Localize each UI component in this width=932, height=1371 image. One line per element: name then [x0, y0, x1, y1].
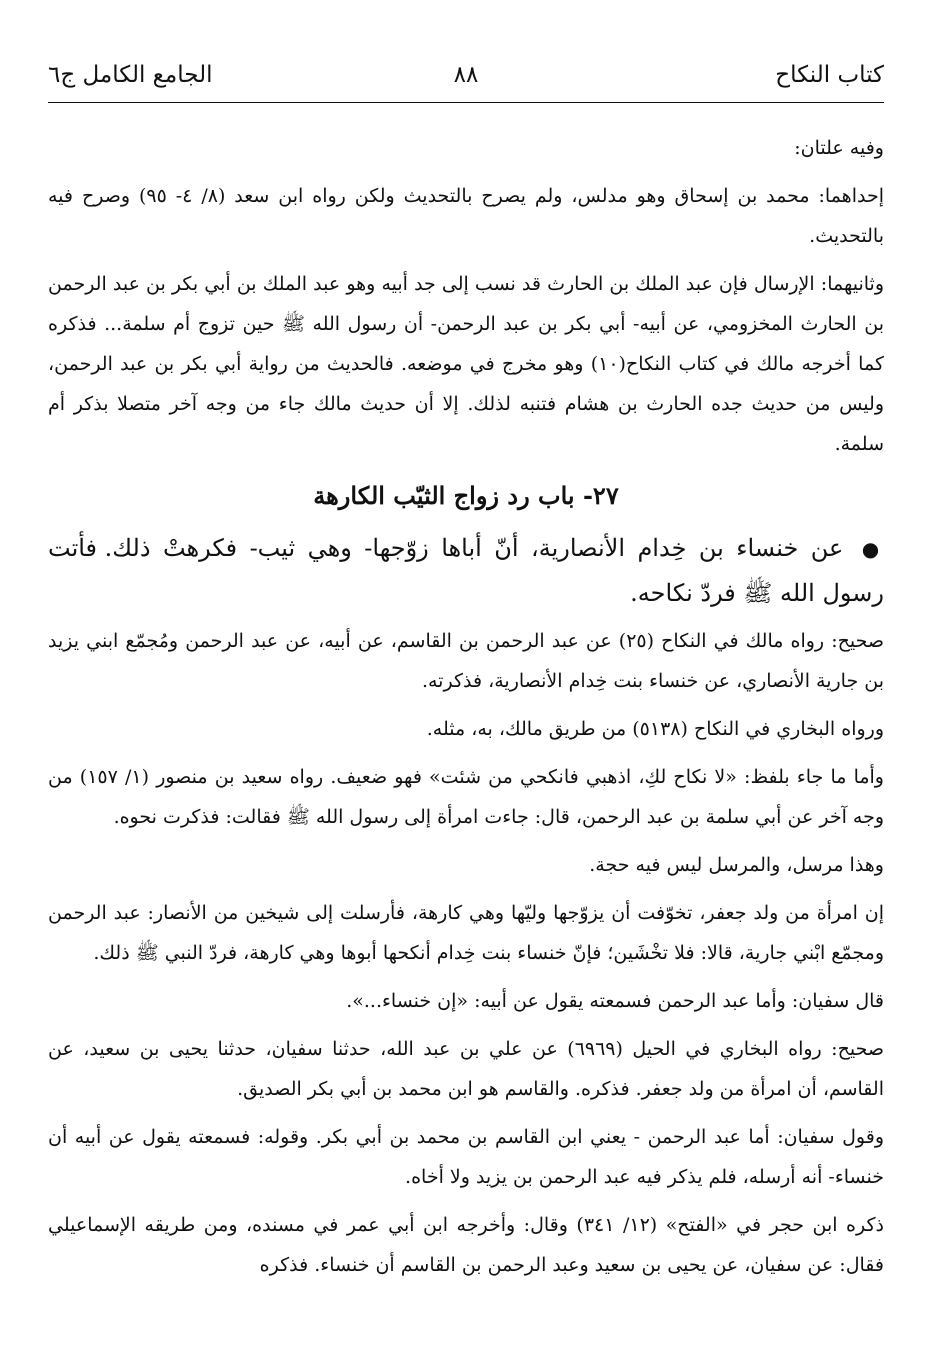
text-line: ﷺ فقالت: فذكرت نحوه. [113, 806, 310, 828]
paragraph [48, 1205, 884, 1285]
chapter-title: ٢٧- باب رد زواج الثيّب الكارهة [313, 481, 619, 510]
text-line: قال سفيان: وأما عبد الرحمن فسمعته يقول عن أبيه: «إن خنساء...». [346, 990, 884, 1012]
text-line: وهذا مرسل، والمرسل ليس فيه حجة. [589, 854, 884, 876]
text-line: منصور (١/ ١٥٧) من وجه آخر عن أبي سلمة بن عبد الرحمن، قال: جاءت امرأة إلى رسول الله [48, 766, 884, 828]
text-line: أبوها وهي كارهة، فردّ النبي ﷺ ذلك. [93, 942, 377, 964]
text-line: صحيح: رواه البخاري في الحيل (٦٩٦٩) عن علي بن عبد الله، حدثنا سفيان، حدثنا يحيى بن [139, 1038, 884, 1060]
paragraph [48, 845, 884, 885]
book-title: كتاب النكاح [775, 62, 884, 88]
text-line: بكر بن عبد الرحمن بن الحارث المخزومي، عن أبيه- أبي بكر بن عبد الرحمن- أن رسول الله ﷺ [48, 273, 884, 335]
text-line: وثانيهما: الإرسال فإن عبد الملك بن الحارث قد نسب إلى جد أبيه وهو عبد الملك بن أبي [204, 273, 884, 295]
page-number: ٨٨ [453, 62, 479, 88]
paragraph [48, 757, 884, 837]
paragraph [48, 621, 884, 701]
text-line: سعيد، عن القاسم، أن امرأة من ولد جعفر. فذكره. والقاسم هو ابن محمد بن أبي بكر الصديق. [48, 1038, 884, 1100]
text-line: إحداهما: محمد بن إسحاق وهو مدلس، ولم يصرح بالتحديث ولكن رواه ابن سعد (٨/ ٤- [175, 185, 884, 207]
text-line: وفيه علتان: [794, 137, 884, 159]
text-line: ذكره ابن حجر في «الفتح» (١٢/ ٣٤١) وقال: وأخرجه ابن أبي عمر في مسنده، ومن طريقه [144, 1214, 884, 1236]
bullet-icon: ● [861, 537, 884, 561]
paragraph [48, 176, 884, 256]
paragraph [48, 264, 884, 464]
page-content [48, 128, 884, 1285]
page-header [48, 58, 884, 103]
paragraph [48, 1029, 884, 1109]
text-line: عن أبيه أن خنساء- أنه أرسله، فلم يذكر فيه عبد الرحمن بن يزيد ولا أخاه. [48, 1126, 884, 1188]
collection-title: الجامع الكامل ج٦ [48, 62, 213, 88]
text-line: ورواه البخاري في النكاح (٥١٣٨) من طريق مالك، به، مثله. [426, 718, 884, 740]
text-line: وقول سفيان: أما عبد الرحمن - يعني ابن القاسم بن محمد بن أبي بكر. وقوله: فسمعته يقول [142, 1126, 884, 1148]
text-line: الأنصار: عبد الرحمن ومجمّع ابْني جارية، قالا: فلا تخْشَين؛ فإنّ خنساء بنت خِدام أنكحها [48, 902, 884, 964]
text-line: إلا أن حديث مالك جاء من وجه آخر متصلا بذكر أم سلمة. [48, 393, 884, 455]
paragraph [48, 1117, 884, 1197]
text-line: إن امرأة من ولد جعفر، تخوّفت أن يزوّجها وليّها وهي كارهة، فأرسلت إلى شيخين من [213, 902, 884, 924]
text-line: وأما ما جاء بلفظ: «لا نكاح لكِ، اذهبي فانكحي من شئت» فهو ضعيف. رواه سعيد بن [214, 766, 884, 788]
paragraph [48, 128, 884, 168]
text-line: صحيح: رواه مالك في النكاح (٢٥) عن عبد الرحمن بن القاسم، عن أبيه، عن عبد الرحمن [185, 630, 885, 652]
text-line: الإسماعيلي فقال: عن سفيان، عن يحيى بن سعيد وعبد الرحمن بن القاسم أن خنساء. فذكره [48, 1214, 884, 1276]
hadith-text [48, 526, 884, 615]
text-line: حين تزوج أم سلمة... فذكره كما أخرجه مالك في كتاب النكاح(١٠) وهو مخرج في موضعه. [48, 313, 884, 375]
text-line: ٩٥) وصرح فيه بالتحديث. [48, 185, 884, 247]
hadith-line: عن خنساء بن خِدام الأنصارية، أنّ أباها زوّجها- وهي ثيب- فكرهتْ ذلك. [104, 534, 844, 562]
book-page [48, 0, 884, 1371]
paragraph [48, 709, 884, 749]
paragraph [48, 981, 884, 1021]
hadith-line: فأتت رسول الله ﷺ فردّ نكاحه. [48, 534, 884, 607]
text-line: فالحديث من رواية أبي بكر بن عبد الرحمن، وليس من حديث جده الحارث بن هشام فتنبه لذلك. [48, 353, 885, 415]
text-line: ومُجمّع ابني يزيد بن جارية الأنصاري، عن خنساء بنت خِدام الأنصارية، فذكرته. [48, 630, 884, 692]
paragraph [48, 893, 884, 973]
